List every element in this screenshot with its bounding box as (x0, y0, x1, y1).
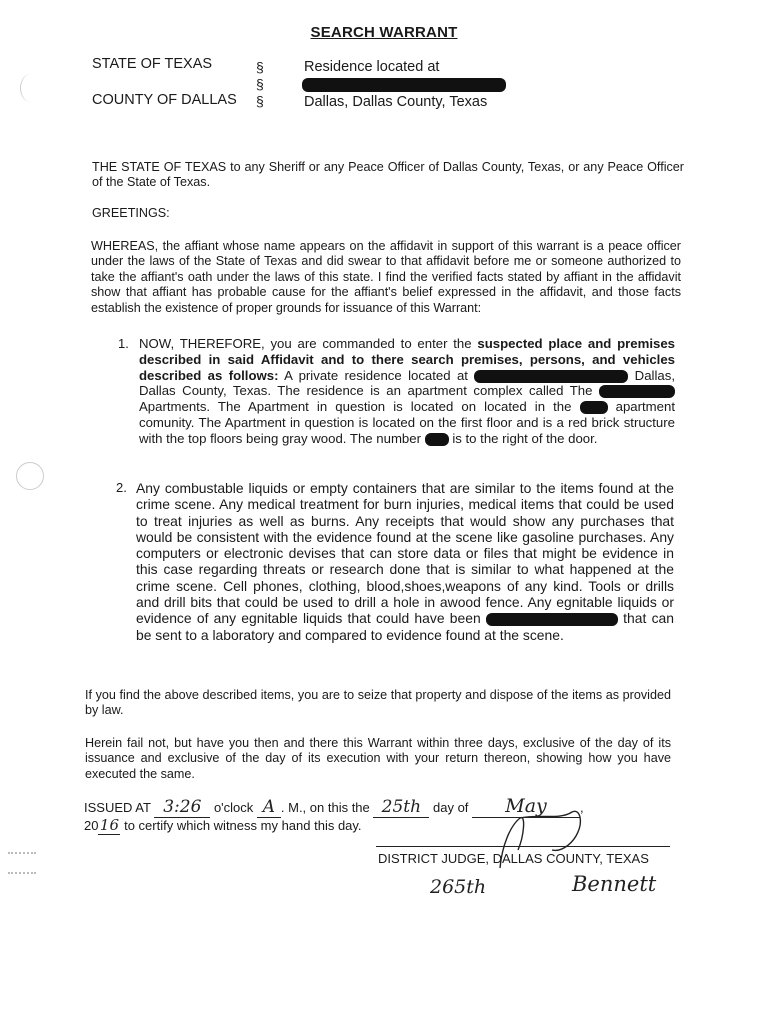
redaction-address (302, 78, 506, 92)
redaction-item1-address (474, 370, 628, 383)
century-label: 20 (84, 818, 99, 833)
item2-number: 2. (116, 480, 127, 495)
state-label: STATE OF TEXAS (92, 56, 213, 72)
county-label: COUNTY OF DALLAS (92, 92, 237, 108)
handwritten-name: Bennett (572, 872, 657, 896)
item1-t1: A private residence located at (278, 367, 475, 383)
item2-t1: Any combustable liquids or empty containers that are similar to the items found at the crime scene. Any medical treatment for burn injuries, medical items that could be used to treat injuries as well as burns. Any receipts that would show any purchases that would be consistent with the evidence found at the scene like gasoline purchases. Any computers or electronic devises that can store data or files that might be evidence in this case regarding threats or research done that is similar to what happened at the crime scene. Cell phones, clothing, blood,shoes,weapons of any kind. Tools or drills and drill bits that could be used to drill a hole in awood fence. Any egnitable liquids or evidence of any egnitable liquids that could have been (136, 480, 674, 627)
issued-ampm: A (257, 797, 281, 818)
issued-time: 3:26 (154, 797, 210, 818)
issued-day: 25th (373, 797, 429, 818)
redaction-item1-community (580, 401, 608, 414)
redaction-item1-complex (599, 385, 675, 398)
issued-label: ISSUED AT (84, 800, 155, 815)
item1-t3: Apartments. The Apartment in question is located on located in the (139, 399, 580, 415)
item2-text (136, 480, 674, 643)
judge-title: DISTRICT JUDGE, DALLAS COUNTY, TEXAS (378, 851, 649, 866)
redaction-item1-number (425, 433, 449, 446)
seize-paragraph: If you find the above described items, you are to seize that property and dispose of the items as provided by law. (85, 688, 671, 718)
redaction-item2 (486, 613, 618, 626)
section-mark-1: § (256, 59, 264, 75)
residence-label: Residence located at (304, 59, 440, 75)
item1-lead: NOW, THEREFORE, you are commanded to enter the (139, 336, 478, 351)
issued-month: May (472, 795, 580, 818)
issued-line-2 (84, 816, 362, 835)
comma: , (580, 800, 584, 815)
item2-t2: that can be sent to a laboratory and compared to evidence found at the scene. (136, 610, 674, 643)
item1-text (139, 336, 675, 447)
binder-hole-bottom (8, 852, 36, 874)
whereas-paragraph: WHEREAS, the affiant whose name appears on the affidavit in support of this warrant is a peace officer under the laws of the State of Texas and did swear to that affidavit before me or someone authorized to take the affiant's oath under the laws of this state. I find the verified facts stated by affiant in the affidavit show that affiant has probable cause for the affiant's belief expressed in the affidavit, and those facts establish the existence of proper grounds for issuance of this Warrant: (91, 239, 681, 315)
greetings: GREETINGS: (92, 206, 170, 220)
location-text: Dallas, Dallas County, Texas (304, 94, 488, 110)
binder-hole-top (20, 74, 41, 102)
oclock-label: o'clock (210, 800, 257, 815)
item1-number: 1. (118, 336, 129, 351)
item1-bold: suspected place and premises described in said Affidavit and to there search premises, persons, and vehicles described as follows: (139, 336, 675, 383)
item1-t4: apartment comunity. The Apartment in question is located on the first floor and is a red brick structure with the top floors being gray wood. The number (139, 399, 675, 446)
document-title: SEARCH WARRANT (310, 24, 458, 41)
intro-paragraph: THE STATE OF TEXAS to any Sheriff or any Peace Officer of Dallas County, Texas, or any Peace Officer of the State of Texas. (92, 160, 684, 190)
item1-t5: is to the right of the door. (448, 430, 598, 446)
item1-t2: Dallas, Dallas County, Texas. The residence is an apartment complex called The (139, 367, 675, 399)
day-of-label: day of (429, 800, 473, 815)
signature-line (376, 846, 670, 847)
section-mark-3: § (256, 93, 264, 109)
herein-paragraph: Herein fail not, but have you then and there this Warrant within three days, exclusive of the day of its issuance and exclusive of the day of its execution with your return thereon, showing how you have executed the same. (85, 736, 671, 781)
on-this-label: . M., on this the (280, 800, 374, 815)
section-mark-2: § (256, 76, 264, 92)
handwritten-court: 265th (430, 876, 487, 898)
binder-hole-middle (16, 462, 44, 490)
issued-year: 16 (99, 816, 120, 834)
certify-text: to certify which witness my hand this day. (120, 818, 362, 833)
